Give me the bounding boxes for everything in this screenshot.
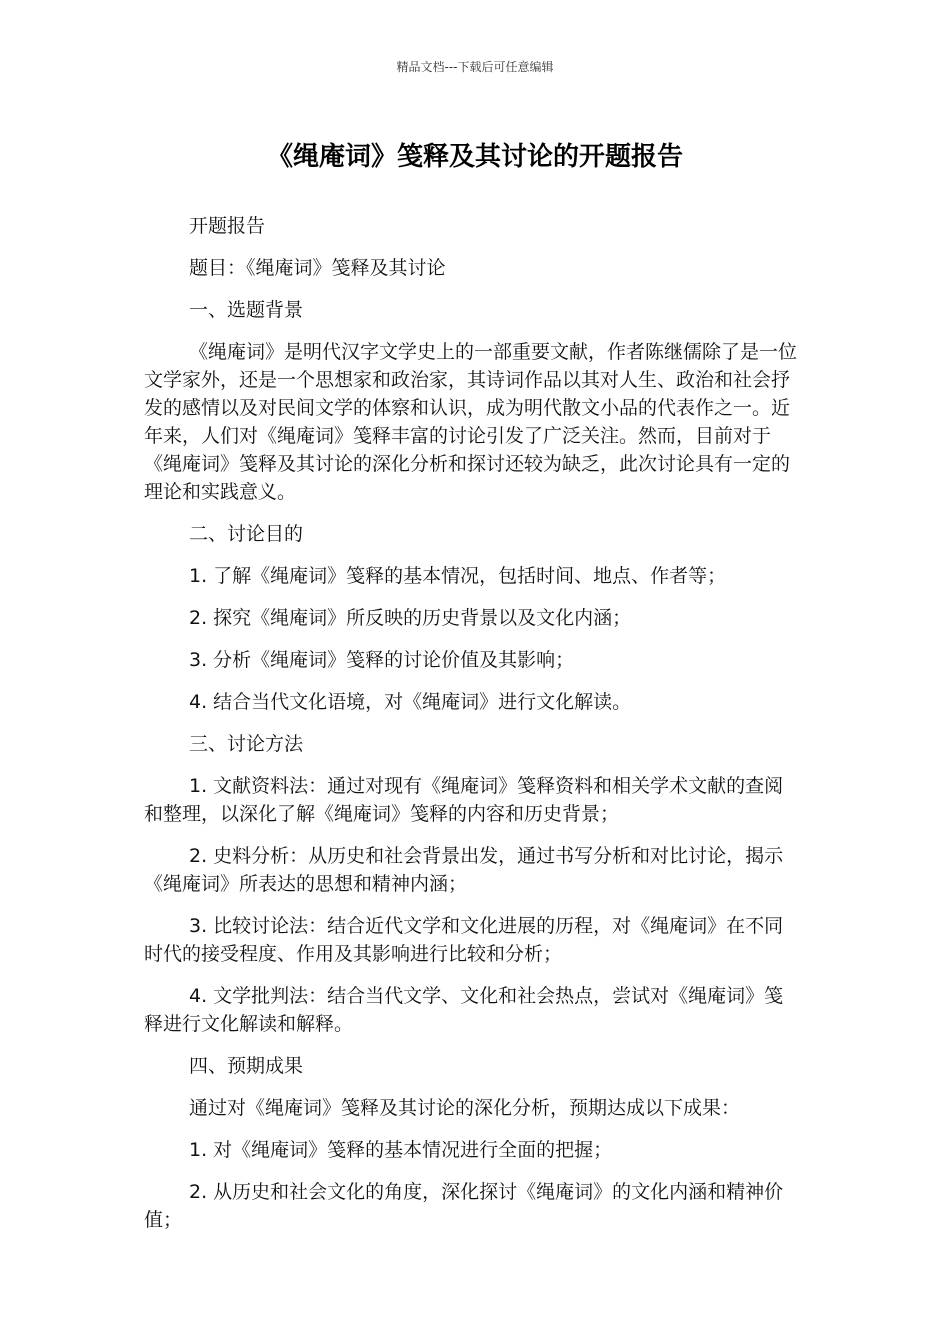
section-heading-background: 一、选题背景 (189, 299, 304, 321)
method-item-4: 4. 文学批判法：结合当代文学、文化和社会热点，尝试对《绳庵词》笺释进行文化解读和解释。 (144, 985, 784, 1035)
paragraph-topic: 题目：《绳庵词》笺释及其讨论 (189, 257, 446, 279)
purpose-item-1: 1. 了解《绳庵词》笺释的基本情况，包括时间、地点、作者等； (189, 565, 727, 587)
purpose-item-3: 3. 分析《绳庵词》笺释的讨论价值及其影响； (189, 649, 575, 671)
method-item-3: 3. 比较讨论法：结合近代文学和文化进展的历程，对《绳庵词》在不同时代的接受程度、作用及其影响进行比较和分析； (144, 915, 784, 965)
document-title: 《绳庵词》笺释及其讨论的开题报告 (266, 142, 683, 172)
outcome-item-1: 1. 对《绳庵词》笺释的基本情况进行全面的把握； (189, 1139, 613, 1161)
paragraph-background: 《绳庵词》是明代汉字文学史上的一部重要文献，作者陈继儒除了是一位文学家外，还是一个思想家和政治家，其诗词作品以其对人生、政治和社会抒发的感情以及对民间文学的体察和认识，成为明代散文小品的代表作之一。近年来，人们对《绳庵词》笺释丰富的讨论引发了广泛关注。然而，目前对于《绳庵词》笺释及其讨论的深化分析和探讨还较为缺乏，此次讨论具有一定的理论和实践意义。 (144, 341, 798, 503)
paragraph-report-label: 开题报告 (189, 215, 266, 237)
method-item-1: 1. 文献资料法：通过对现有《绳庵词》笺释资料和相关学术文献的查阅和整理，以深化了解《绳庵词》笺释的内容和历史背景； (144, 775, 784, 825)
header-note: 精品文档---下载后可任意编辑 (396, 60, 554, 74)
document-body (144, 212, 800, 1248)
paragraph-outcomes-intro: 通过对《绳庵词》笺释及其讨论的深化分析，预期达成以下成果： (189, 1097, 741, 1119)
section-heading-outcomes: 四、预期成果 (189, 1055, 304, 1077)
section-heading-purpose: 二、讨论目的 (189, 523, 304, 545)
purpose-item-4: 4. 结合当代文化语境，对《绳庵词》进行文化解读。 (189, 691, 632, 713)
section-heading-methods: 三、讨论方法 (189, 733, 304, 755)
outcome-item-2: 2. 从历史和社会文化的角度，深化探讨《绳庵词》的文化内涵和精神价值； (144, 1181, 784, 1231)
purpose-item-2: 2. 探究《绳庵词》所反映的历史背景以及文化内涵； (189, 607, 632, 629)
method-item-2: 2. 史料分析：从历史和社会背景出发，通过书写分析和对比讨论，揭示《绳庵词》所表达的思想和精神内涵； (144, 845, 784, 895)
